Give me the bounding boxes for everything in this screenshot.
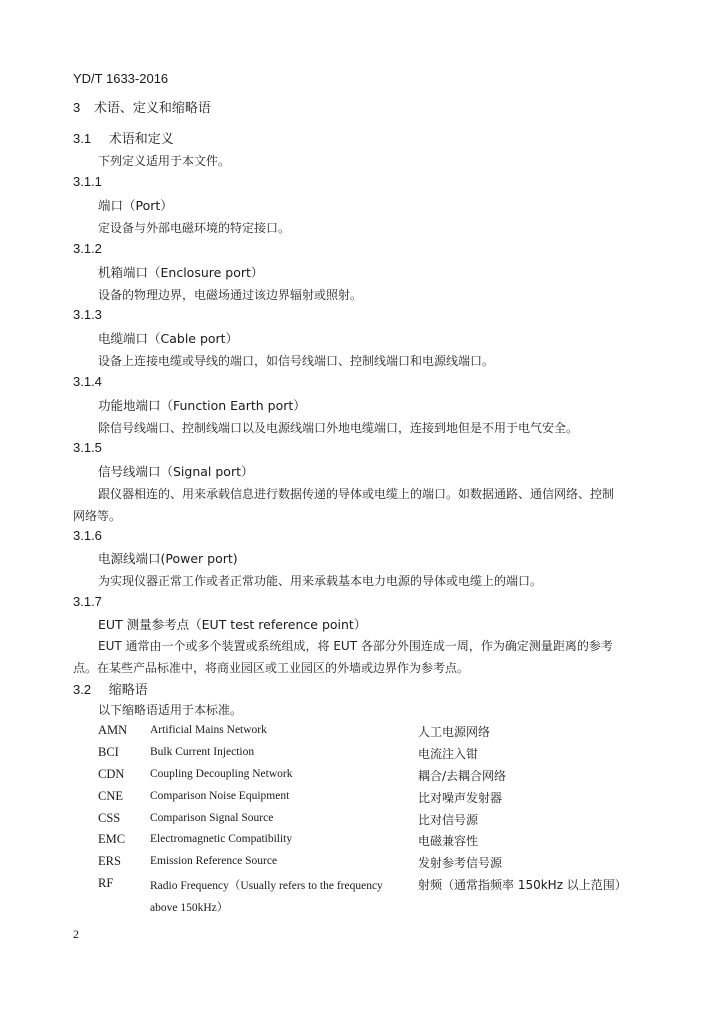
abbreviation-english: Artificial Mains Network — [150, 724, 267, 736]
abbreviation-english: Emission Reference Source — [150, 855, 278, 867]
abbreviation-english: Coupling Decoupling Network — [150, 768, 293, 780]
term-number: 3.1.3 — [73, 307, 102, 322]
page-number: 2 — [73, 927, 79, 941]
section-number: 3 — [73, 100, 81, 115]
abbreviation-code: EMC — [98, 832, 126, 846]
term-title: 信号线端口（Signal port） — [98, 464, 254, 479]
abbreviation-chinese: 人工电源网络 — [418, 725, 491, 739]
subsection-heading — [73, 679, 148, 698]
abbreviation-code: CSS — [98, 811, 121, 825]
term-number: 3.1.7 — [73, 594, 102, 609]
term-definition: 设备上连接电缆或导线的端口，如信号线端口、控制线端口和电源线端口。 — [98, 354, 495, 368]
term-definition: 除信号线端口、控制线端口以及电源线端口外地电缆端口，连接到地但是不用于电气安全。 — [98, 421, 579, 435]
section-heading — [73, 97, 211, 116]
document-id: YD/T 1633-2016 — [73, 71, 169, 86]
term-title: 电缆端口（Cable port） — [98, 331, 239, 346]
term-definition-line: 网络等。 — [73, 509, 122, 523]
abbreviation-code: BCI — [98, 745, 119, 759]
term-definition-line: 点。在某些产品标准中，将商业园区或工业园区的外墙或边界作为参考点。 — [73, 661, 470, 675]
subsection-number: 3.2 — [73, 682, 92, 697]
abbreviation-chinese: 电流注入钳 — [418, 747, 479, 761]
subsection-intro: 下列定义适用于本文件。 — [98, 154, 231, 168]
term-definition-line: EUT 通常由一个或多个装置或系统组成，将 EUT 各部分外围连成一周，作为确定测量距离的参考 — [98, 639, 613, 653]
subsection-title: 术语和定义 — [108, 131, 174, 146]
term-number: 3.1.6 — [73, 528, 102, 543]
term-number: 3.1.4 — [73, 374, 102, 389]
subsection-intro: 以下缩略语适用于本标准。 — [98, 703, 243, 717]
term-number: 3.1.5 — [73, 440, 102, 455]
abbreviation-chinese: 电磁兼容性 — [418, 834, 479, 848]
abbreviation-code: RF — [98, 876, 114, 890]
abbreviation-english: Radio Frequency（Usually refers to the frequency — [150, 880, 383, 892]
abbreviation-english: above 150kHz） — [150, 902, 229, 914]
subsection-title: 缩略语 — [108, 682, 148, 697]
subsection-number: 3.1 — [73, 131, 92, 146]
term-title: 端口（Port） — [98, 198, 173, 213]
abbreviation-code: CNE — [98, 789, 123, 803]
abbreviation-chinese: 比对噪声发射器 — [418, 791, 503, 805]
term-definition: 定设备与外部电磁环境的特定接口。 — [98, 221, 291, 235]
abbreviation-chinese: 射频（通常指频率 150kHz 以上范围） — [418, 878, 627, 892]
abbreviation-code: AMN — [98, 723, 128, 737]
abbreviation-chinese: 耦合/去耦合网络 — [418, 769, 507, 783]
abbreviation-chinese: 发射参考信号源 — [418, 856, 503, 870]
abbreviation-code: CDN — [98, 767, 125, 781]
abbreviation-english: Bulk Current Injection — [150, 746, 255, 758]
term-number: 3.1.1 — [73, 174, 102, 189]
term-title: 机箱端口（Enclosure port） — [98, 265, 264, 280]
abbreviation-english: Comparison Signal Source — [150, 812, 274, 824]
term-number: 3.1.2 — [73, 241, 102, 256]
term-definition-line: 跟仪器相连的、用来承载信息进行数据传递的导体或电缆上的端口。如数据通路、通信网络、控制 — [98, 487, 615, 501]
term-definition: 为实现仪器正常工作或者正常功能、用来承载基本电力电源的导体或电缆上的端口。 — [98, 574, 543, 588]
abbreviation-code: ERS — [98, 854, 121, 868]
term-title: EUT 测量参考点（EUT test reference point） — [98, 617, 367, 632]
term-definition: 设备的物理边界，电磁场通过该边界辐射或照射。 — [98, 288, 363, 302]
abbreviation-chinese: 比对信号源 — [418, 813, 479, 827]
abbreviation-english: Electromagnetic Compatibility — [150, 833, 293, 845]
abbreviation-english: Comparison Noise Equipment — [150, 790, 290, 802]
term-title: 电源线端口(Power port) — [98, 551, 238, 566]
subsection-heading — [73, 128, 174, 147]
term-title: 功能地端口（Function Earth port） — [98, 398, 306, 413]
section-title: 术语、定义和缩略语 — [93, 100, 211, 115]
